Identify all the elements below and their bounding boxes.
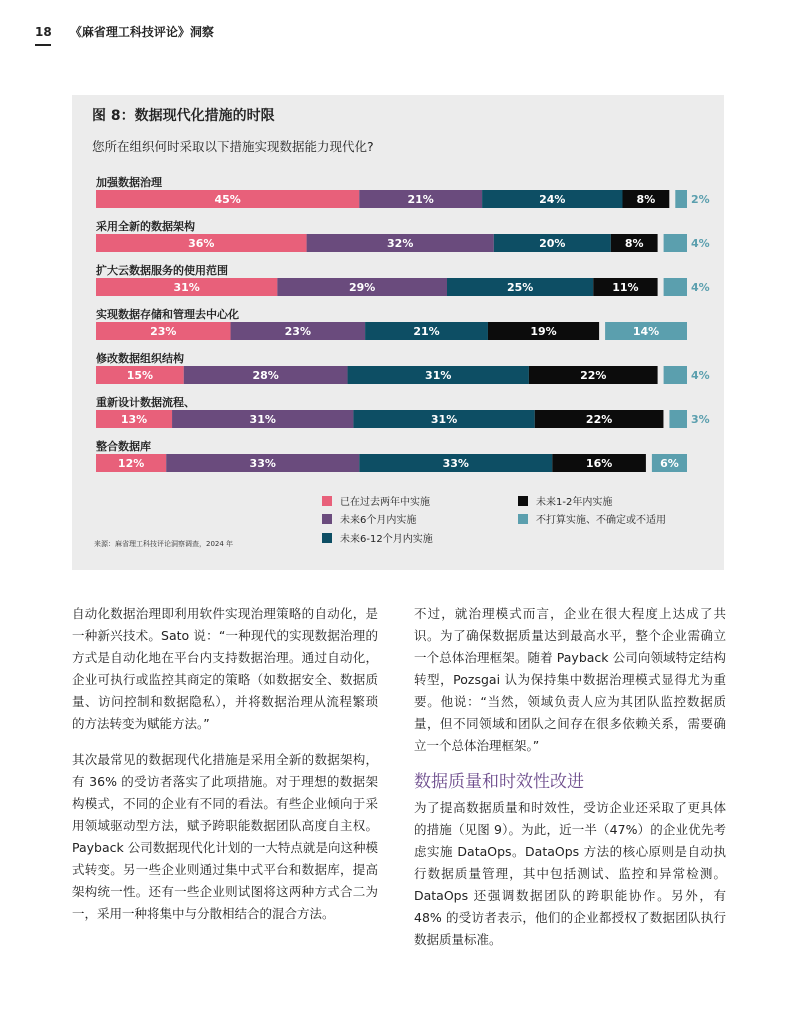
body-paragraph: 为了提高数据质量和时效性，受访企业还采取了更具体的措施（见图 9）。为此，近一半（47%）的企业优先考虑实施 DataOps。DataOps 方法的核心原则是自动执行数据质量管理，其中包括测试、监控和异常检测。DataOps 还强调数据团队的跨职能协作。另外，有 48% 的受访者表示，他们的企业都授权了数据团队执行数据质量标准。	[414, 800, 726, 947]
bar-segment	[669, 410, 687, 428]
bar-value-label: 31%	[249, 413, 276, 426]
category-label: 修改数据组织结构	[96, 352, 184, 365]
bar-segment	[664, 234, 687, 252]
header-rule	[35, 44, 51, 46]
legend-swatch	[322, 514, 332, 524]
figure-title: 图 8：数据现代化措施的时限	[92, 108, 275, 124]
bar-value-label: 31%	[430, 413, 458, 426]
bar-segment	[675, 190, 687, 208]
bar-segment	[664, 366, 687, 384]
bar-value-label: 28%	[252, 369, 279, 382]
bar-value-label: 22%	[580, 369, 607, 382]
bar-value-label: 24%	[539, 193, 566, 206]
legend-swatch	[518, 496, 528, 506]
body-paragraph: 不过，就治理模式而言，企业在很大程度上达成了共识。为了确保数据质量达到最高水平，整个企业需确立一个总体治理框架。随着 Payback 公司向领域特定结构转型，Pozsgai 认为保持集中数据治理模式显得尤为重要。他说：“当然，领域负责人应为其团队监控数据质量，但不同领域和团队之间存在很多依赖关系，需要确立一个总体治理框架。”	[414, 606, 726, 753]
legend-swatch	[322, 496, 332, 506]
bar-value-label: 16%	[585, 457, 613, 470]
legend-item	[322, 511, 416, 526]
legend-label: 不打算实施、不确定或不适用	[536, 515, 666, 526]
bar-value-label: 23%	[150, 325, 177, 338]
bar-value-label: 13%	[120, 413, 148, 426]
bar-value-label: 21%	[407, 193, 434, 206]
bar-value-label: 33%	[249, 457, 276, 470]
legend-label: 未来6个月内实施	[340, 515, 417, 526]
legend-label: 已在过去两年中实施	[340, 497, 430, 508]
bar-value-label: 4%	[691, 369, 710, 382]
bar-value-label: 4%	[691, 237, 710, 250]
legend-swatch	[518, 514, 528, 524]
category-label: 采用全新的数据架构	[96, 220, 195, 233]
bar-value-label: 12%	[117, 457, 145, 470]
category-label: 实现数据存储和管理去中心化	[96, 308, 239, 321]
category-label: 加强数据治理	[96, 176, 162, 189]
legend-item	[518, 511, 666, 526]
bar-value-label: 2%	[691, 193, 710, 206]
bar-value-label: 21%	[413, 325, 440, 338]
body-left-column	[72, 603, 378, 939]
legend-item	[322, 493, 430, 508]
bar-value-label: 32%	[387, 237, 414, 250]
figure-source: 来源：麻省理工科技评论洞察调查，2024 年	[94, 540, 234, 548]
bar-value-label: 20%	[539, 237, 566, 250]
figure-subtitle: 您所在组织何时采取以下措施实现数据能力现代化?	[92, 139, 374, 154]
category-label: 整合数据库	[96, 440, 151, 453]
publication-title: 《麻省理工科技评论》洞察	[69, 25, 214, 39]
category-label: 重新设计数据流程、	[96, 396, 195, 409]
bar-value-label: 33%	[442, 457, 469, 470]
page-number: 18	[35, 25, 52, 39]
bar-segment	[664, 278, 687, 296]
bar-value-label: 19%	[530, 325, 557, 338]
bar-value-label: 22%	[585, 413, 613, 426]
bar-value-label: 31%	[425, 369, 452, 382]
bar-value-label: 29%	[349, 281, 376, 294]
bar-value-label: 8%	[624, 237, 644, 250]
legend-label: 未来6-12个月内实施	[340, 534, 433, 545]
category-label: 扩大云数据服务的使用范围	[96, 264, 228, 277]
bar-value-label: 15%	[126, 369, 154, 382]
bar-value-label: 14%	[632, 325, 660, 338]
section-heading: 数据质量和时效性改进	[414, 772, 584, 792]
page-header	[35, 23, 214, 40]
bar-value-label: 6%	[660, 457, 679, 470]
legend-label: 未来1-2年内实施	[536, 497, 613, 508]
bar-value-label: 36%	[188, 237, 215, 250]
bar-value-label: 8%	[636, 193, 656, 206]
bar-value-label: 23%	[284, 325, 311, 338]
bar-value-label: 3%	[691, 413, 710, 426]
bar-value-label: 11%	[612, 281, 639, 294]
bar-value-label: 45%	[214, 193, 241, 206]
bar-value-label: 4%	[691, 281, 710, 294]
body-paragraph: 自动化数据治理即利用软件实现治理策略的自动化，是一种新兴技术。Sato 说：“一种现代的实现数据治理的方式是自动化地在平台内支持数据治理。通过自动化，企业可执行或监控其商定的策略（如数据安全、数据质量、访问控制和数据隐私），并将数据治理从流程繁琐的方法转变为赋能方法。”	[72, 606, 378, 731]
legend-item	[322, 530, 433, 545]
body-paragraph: 其次最常见的数据现代化措施是采用全新的数据架构，有 36% 的受访者落实了此项措施。对于理想的数据架构模式，不同的企业有不同的看法。有些企业倾向于采用领域驱动型方法，赋予跨职能数据团队高度自主权。Payback 公司数据现代化计划的一大特点就是向这种模式转变。另一些企业则通过集中式平台和数据库，提高架构统一性。还有一些企业则试图将这两种方式合二为一，采用一种将集中与分散相结合的混合方法。	[72, 752, 378, 921]
figure-8	[72, 95, 724, 570]
bar-value-label: 31%	[173, 281, 200, 294]
legend-swatch	[322, 533, 332, 543]
body-right-column	[414, 603, 726, 965]
legend-item	[518, 493, 612, 508]
bar-value-label: 25%	[506, 281, 534, 294]
